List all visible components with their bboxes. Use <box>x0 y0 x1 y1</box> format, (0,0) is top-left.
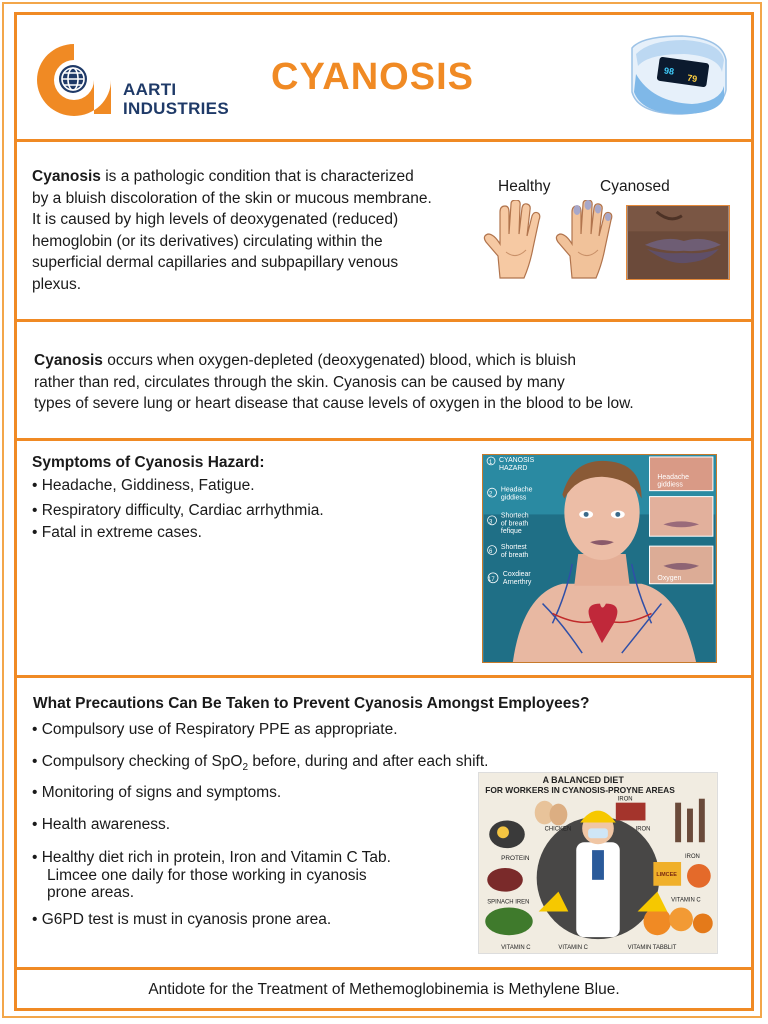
svg-text:PROTEIN: PROTEIN <box>501 855 530 863</box>
divider <box>14 967 754 970</box>
symptom-item: • Fatal in extreme cases. <box>32 524 202 541</box>
healthy-hand-image <box>480 200 548 280</box>
precaution-item: • Compulsory checking of SpO$_2$ before, during and after each shift. <box>32 753 489 774</box>
svg-text:IRON: IRON <box>685 854 700 861</box>
svg-text:VITAMIN TABBLIT: VITAMIN TABBLIT <box>627 945 677 952</box>
svg-text:LIMCEE: LIMCEE <box>656 871 677 878</box>
page-title: CYANOSIS <box>271 56 474 98</box>
svg-text:fefique: fefique <box>500 528 522 536</box>
symptom-item: • Headache, Giddiness, Fatigue. <box>32 477 255 494</box>
caption-cyanosed: Cyanosed <box>600 178 670 195</box>
precaution-item: • Health awareness. <box>32 816 171 833</box>
svg-text:of breath: of breath <box>500 520 529 528</box>
svg-text:3: 3 <box>489 519 493 526</box>
svg-text:VITAMIN C: VITAMIN C <box>558 945 588 952</box>
brand-line-1: AARTI <box>123 80 177 99</box>
cyanosis-hazard-illustration <box>482 454 717 663</box>
svg-text:Arnerthry: Arnerthry <box>502 578 532 586</box>
svg-text:CYANOSIS: CYANOSIS <box>498 456 535 464</box>
svg-text:Headache: Headache <box>500 486 533 494</box>
definition-paragraph: Cyanosis is a pathologic condition that is characterized by a bluish discoloration of the skin or mucous membrane. It is caused by high levels of deoxygenated (reduced) hemoglobin (or its derivatives) circulating within the superficial dermal capillaries and subpapillary venous plexus. <box>32 168 432 293</box>
svg-text:1: 1 <box>489 459 493 466</box>
precaution-item: • Compulsory use of Respiratory PPE as appropriate. <box>32 721 398 738</box>
svg-text:giddiess: giddiess <box>500 494 527 502</box>
svg-text:SPINACH IREN: SPINACH IREN <box>487 899 530 906</box>
svg-text:IRON: IRON <box>617 796 633 803</box>
precaution-item: • Monitoring of signs and symptoms. <box>32 784 282 801</box>
svg-text:Headache: Headache <box>657 473 690 481</box>
svg-text:of breath: of breath <box>500 552 529 560</box>
symptoms-heading: Symptoms of Cyanosis Hazard: <box>32 454 265 471</box>
term: Cyanosis <box>32 168 101 185</box>
precautions-heading: What Precautions Can Be Taken to Prevent Cyanosis Amongst Employees? <box>33 695 590 712</box>
company-logo <box>32 42 116 116</box>
brand-line-2: INDUSTRIES <box>123 99 229 118</box>
balanced-diet-illustration <box>478 772 718 954</box>
cause-paragraph: Cyanosis occurs when oxygen-depleted (deoxygenated) blood, which is bluish rather than red, circulates through the skin. Cyanosis can be caused by many types of severe lung or heart disease that cause levels of oxygen in the blood to be low. <box>34 352 634 412</box>
svg-text:CHICKEN: CHICKEN <box>544 826 572 833</box>
svg-text:2: 2 <box>489 491 493 498</box>
svg-text:Shortech: Shortech <box>500 512 529 520</box>
pulse-oximeter-image <box>622 28 732 120</box>
oximeter-reading-2: 79 <box>686 72 698 84</box>
divider <box>14 675 754 678</box>
divider <box>14 139 754 142</box>
oximeter-reading-1: 98 <box>663 65 675 77</box>
symptom-item: • Respiratory difficulty, Cardiac arrhythmia. <box>32 502 324 519</box>
divider <box>14 319 754 322</box>
svg-text:17: 17 <box>488 576 495 583</box>
svg-text:A BALANCED DIET: A BALANCED DIET <box>542 774 624 785</box>
cyanosed-lips-image <box>626 205 730 280</box>
cyanosed-hand-image <box>552 200 620 280</box>
svg-text:HAZARD: HAZARD <box>498 464 528 472</box>
svg-text:6: 6 <box>489 549 493 556</box>
divider <box>14 438 754 441</box>
svg-text:Coxdiear: Coxdiear <box>502 570 531 578</box>
footer-note: Antidote for the Treatment of Methemoglobinemia is Methylene Blue. <box>148 981 620 998</box>
term: Cyanosis <box>34 352 103 369</box>
brand-name <box>123 80 229 118</box>
caption-healthy: Healthy <box>498 178 551 195</box>
svg-text:VITAMIN C: VITAMIN C <box>501 945 531 952</box>
svg-text:Shortest: Shortest <box>500 544 527 552</box>
svg-text:Oxygen: Oxygen <box>657 574 682 582</box>
precaution-item: • Healthy diet rich in protein, Iron and Vitamin C Tab. Limcee one daily for those working in cyanosis prone areas. <box>32 849 391 901</box>
svg-text:FOR WORKERS IN CYANOSIS-PROYNE: FOR WORKERS IN CYANOSIS-PROYNE AREAS <box>485 784 675 795</box>
svg-text:VITAMIN C: VITAMIN C <box>671 897 701 904</box>
precaution-item: • G6PD test is must in cyanosis prone area. <box>32 911 332 928</box>
svg-text:IRON: IRON <box>635 826 651 833</box>
svg-text:giddiess: giddiess <box>657 481 683 489</box>
